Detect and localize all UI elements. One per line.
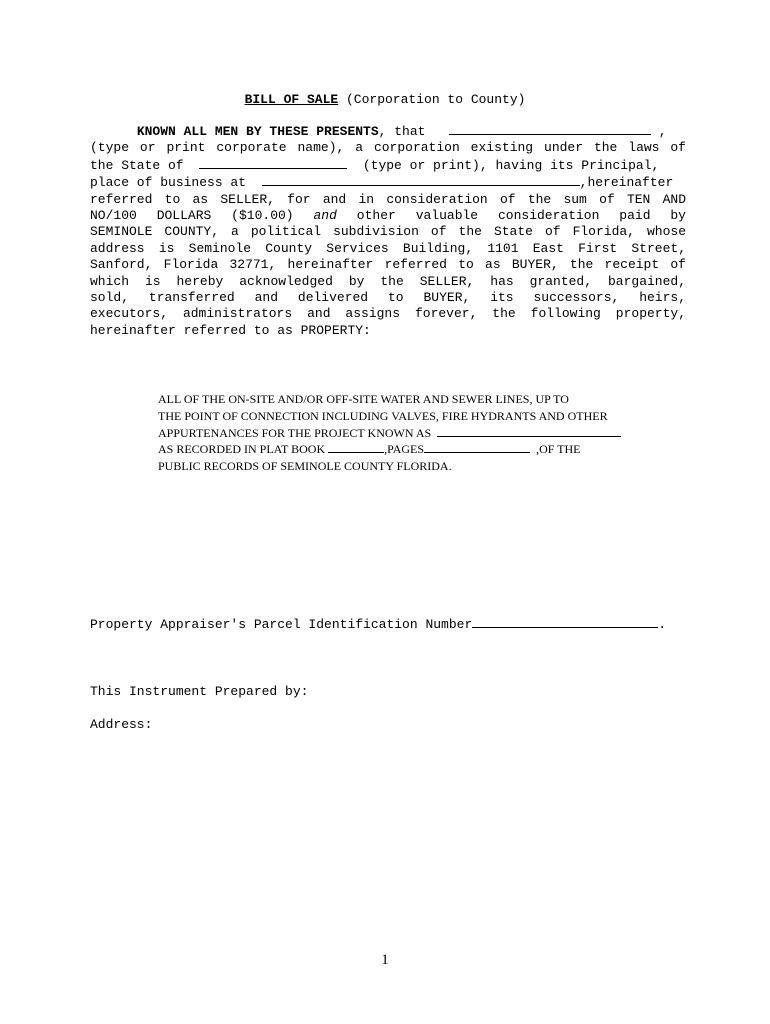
property-line: AS RECORDED IN PLAT BOOK ,PAGES ,OF THE: [158, 442, 581, 457]
parcel-id-line: Property Appraiser's Parcel Identification Number .: [90, 617, 667, 632]
project-name-blank[interactable]: [437, 425, 621, 437]
address-label: Address:: [90, 717, 153, 732]
paragraph-line: NO/100 DOLLARS ($10.00) and other valuable consideration paid by: [90, 208, 686, 224]
corporate-name-blank[interactable]: [449, 123, 651, 135]
paragraph-line: (type or print corporate name), a corporation existing under the laws of: [90, 140, 686, 156]
paragraph-line: the State of (type or print), having its Principal,: [90, 157, 660, 173]
paragraph-line: which is hereby acknowledged by the SELLER, has granted, bargained,: [90, 273, 686, 289]
property-line: PUBLIC RECORDS OF SEMINOLE COUNTY FLORIDA.: [158, 459, 452, 474]
paragraph-line: hereinafter referred to as PROPERTY:: [90, 322, 371, 338]
pages-blank[interactable]: [424, 441, 530, 453]
property-line: THE POINT OF CONNECTION INCLUDING VALVES, FIRE HYDRANTS AND OTHER: [158, 408, 608, 423]
prepared-by-label: This Instrument Prepared by:: [90, 684, 309, 699]
paragraph-line: place of business at ,hereinafter: [90, 175, 674, 191]
paragraph-line: executors, administrators and assigns forever, the following property,: [90, 306, 686, 322]
paragraph-line: SEMINOLE COUNTY, a political subdivision of the State of Florida, whose: [90, 224, 686, 240]
paragraph-line: KNOWN ALL MEN BY THESE PRESENTS, that ,: [136, 124, 667, 139]
title-subtitle: (Corporation to County): [346, 92, 526, 107]
paragraph-line: address is Seminole County Services Building, 1101 East First Street,: [90, 240, 686, 256]
paragraph-line: Sanford, Florida 32771, hereinafter referred to as BUYER, the receipt of: [90, 257, 686, 273]
known-all-men-heading: KNOWN ALL MEN BY THESE PRESENTS: [136, 124, 379, 139]
document-title: [0, 92, 770, 108]
property-line: APPURTENANCES FOR THE PROJECT KNOWN AS: [158, 425, 648, 442]
parcel-id-label: Property Appraiser's Parcel Identification Number: [90, 617, 473, 632]
paragraph-line: sold, transferred and delivered to BUYER, its successors, heirs,: [90, 290, 686, 306]
page-number: 1: [381, 952, 389, 968]
paragraph-line: referred to as SELLER, for and in consideration of the sum of TEN AND: [90, 191, 686, 207]
plat-book-blank[interactable]: [328, 441, 384, 453]
property-line: ALL OF THE ON-SITE AND/OR OFF-SITE WATER AND SEWER LINES, UP TO: [158, 392, 569, 406]
state-blank[interactable]: [199, 157, 347, 169]
place-of-business-blank[interactable]: [262, 174, 580, 186]
bill-of-sale-paragraph: [90, 123, 686, 339]
title-main: BILL OF SALE: [244, 92, 339, 107]
parcel-id-blank[interactable]: [472, 616, 658, 628]
property-description: [158, 391, 648, 475]
